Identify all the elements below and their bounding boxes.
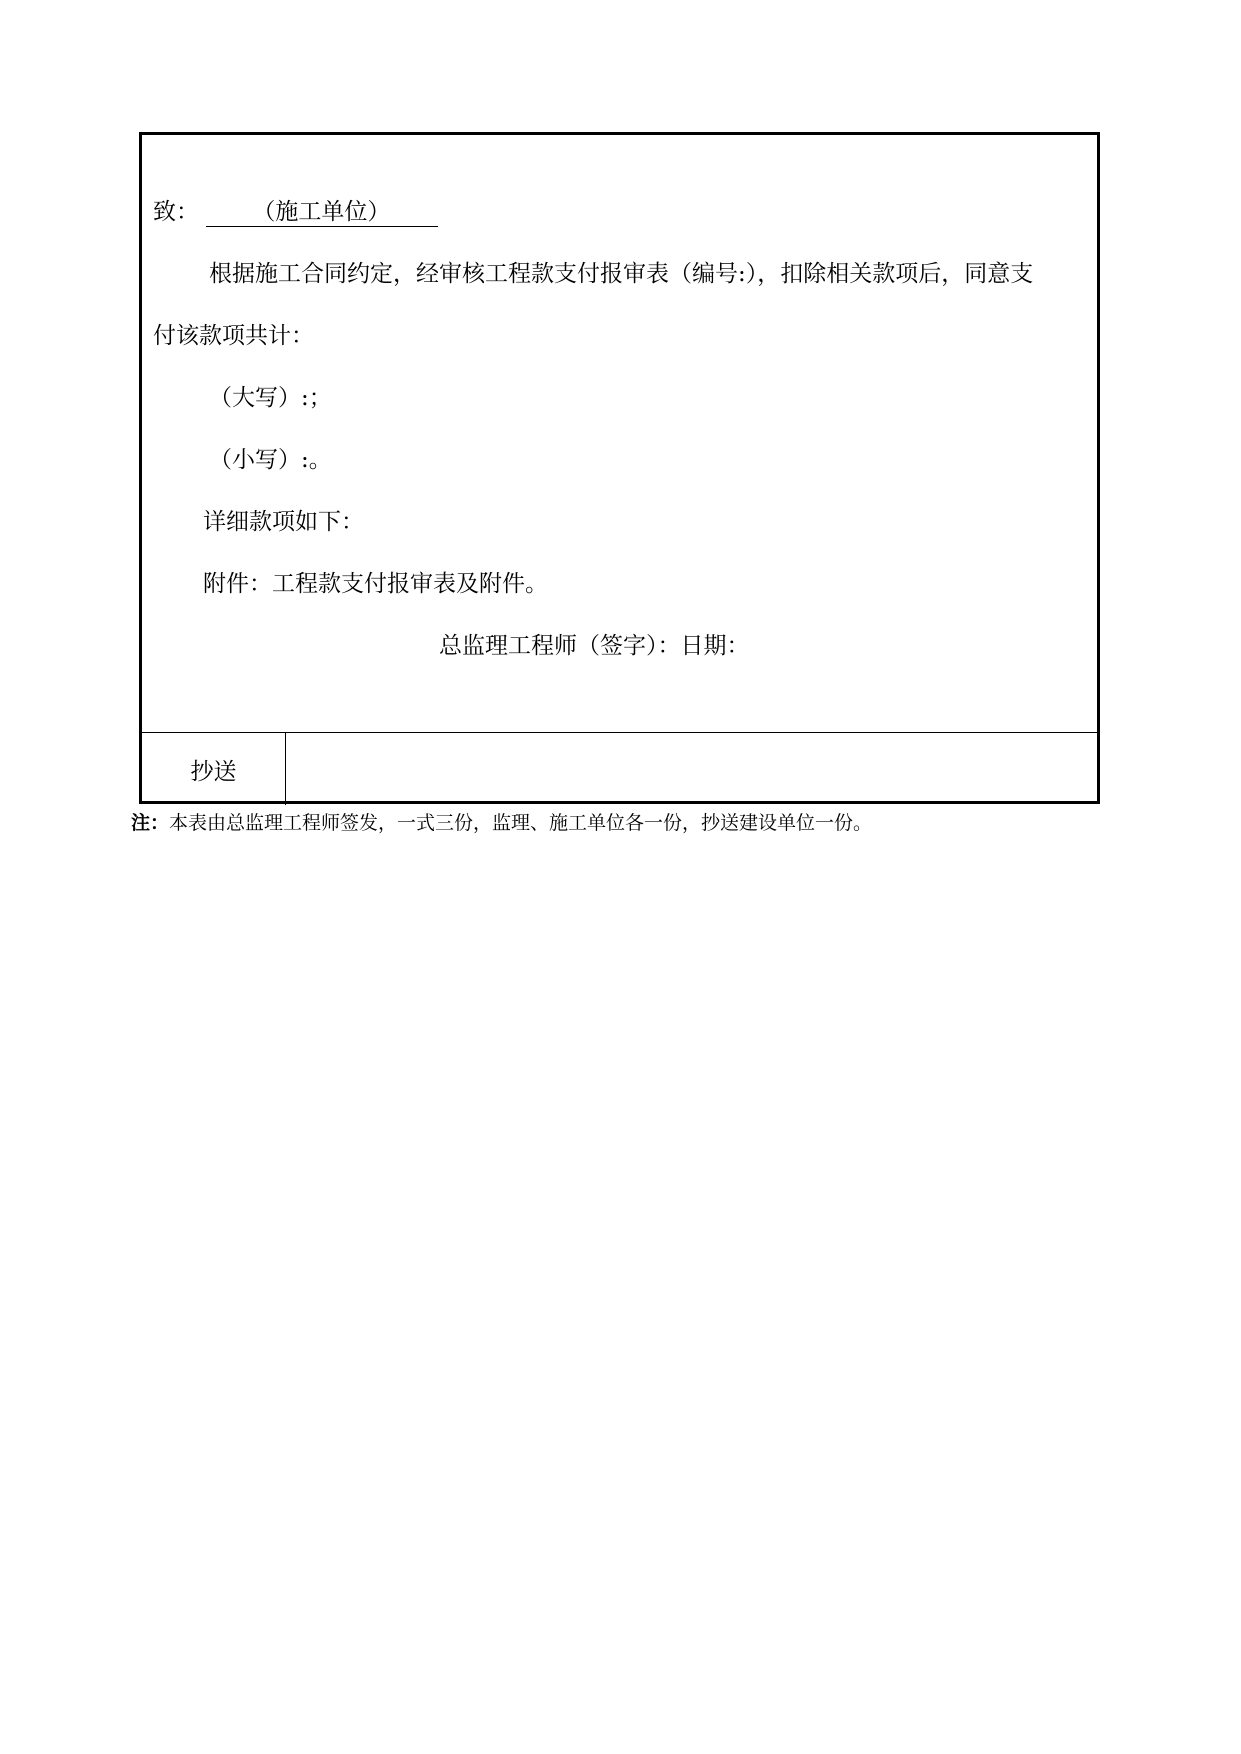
detail-items-label: 详细款项如下： bbox=[203, 509, 364, 535]
amount-in-words: （大写）:； bbox=[209, 385, 332, 411]
body-text-line-2: 付该款项共计： bbox=[153, 323, 314, 349]
cc-label: 抄送 bbox=[142, 733, 286, 805]
body-text-line-1: 根据施工合同约定，经审核工程款支付报审表（编号:），扣除相关款项后，同意支 bbox=[209, 261, 1034, 287]
signature-date-line: 总监理工程师（签字）：日期： bbox=[439, 633, 750, 659]
addressee-line bbox=[153, 197, 438, 227]
amount-in-figures: （小写）:。 bbox=[209, 447, 332, 473]
cc-value-field bbox=[287, 733, 1097, 805]
payment-certificate-form bbox=[139, 132, 1100, 804]
footnote bbox=[131, 810, 872, 836]
attachment-line: 附件：工程款支付报审表及附件。 bbox=[203, 571, 548, 597]
footnote-text: 本表由总监理工程师签发，一式三份，监理、施工单位各一份，抄送建设单位一份。 bbox=[169, 812, 873, 834]
addressee-prefix: 致： bbox=[153, 199, 199, 225]
footnote-label: 注： bbox=[131, 812, 170, 834]
cc-row bbox=[142, 732, 1097, 805]
addressee-unit-field: （施工单位） bbox=[206, 198, 438, 227]
